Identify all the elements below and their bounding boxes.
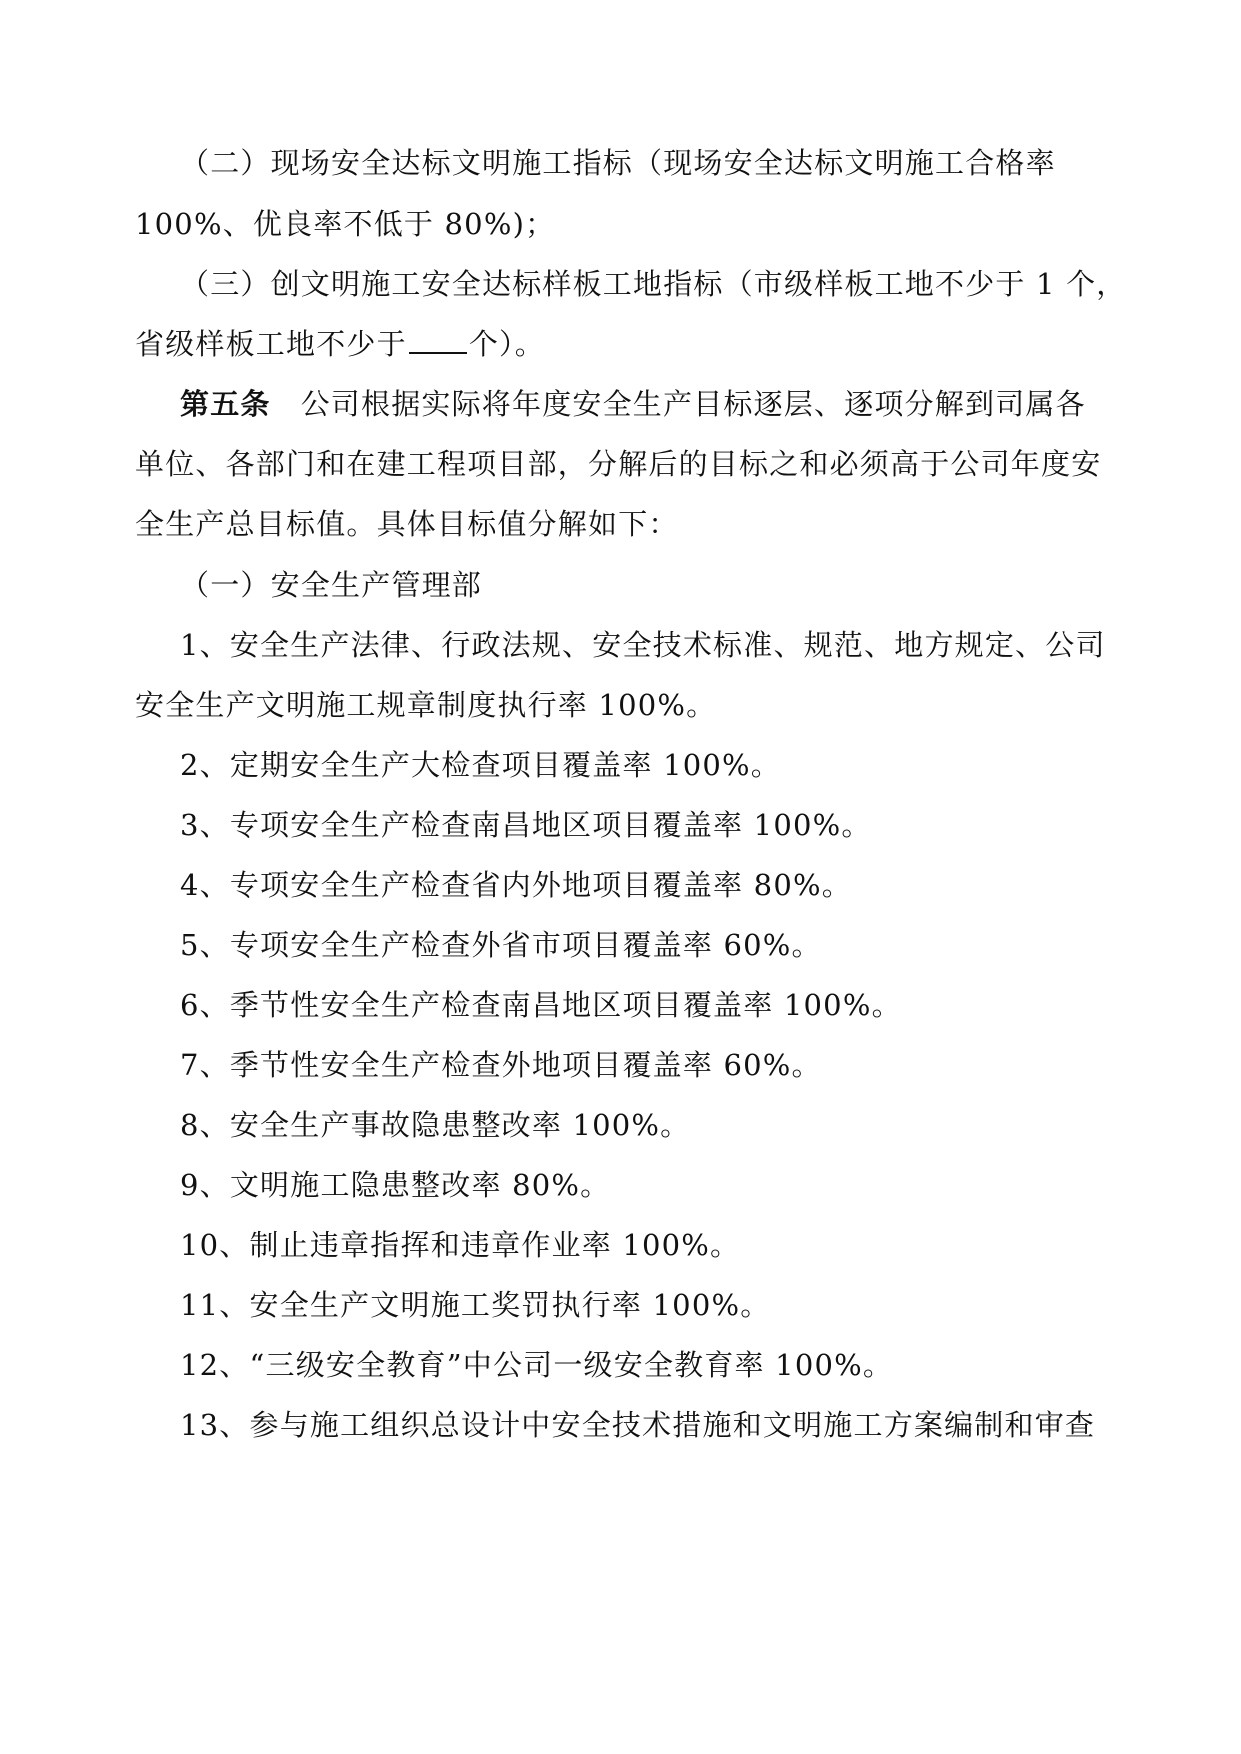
list-item: 12、“三级安全教育”中公司一级安全教育率 100%。 bbox=[180, 1348, 894, 1382]
article-5-text: 公司根据实际将年度安全生产目标逐层、逐项分解到司属各 bbox=[300, 387, 1086, 421]
list-item: 13、参与施工组织总设计中安全技术措施和文明施工方案编制和审查 bbox=[180, 1408, 1096, 1442]
paragraph-item-2-line-1: （二）现场安全达标文明施工指标（现场安全达标文明施工合格率 bbox=[180, 146, 1056, 180]
list-item: 7、季节性安全生产检查外地项目覆盖率 60%。 bbox=[180, 1048, 822, 1082]
fill-in-blank bbox=[409, 324, 467, 354]
item-3-suffix-text: 个）。 bbox=[468, 327, 545, 361]
list-item: 8、安全生产事故隐患整改率 100%。 bbox=[180, 1108, 691, 1142]
list-item: 9、文明施工隐患整改率 80%。 bbox=[180, 1168, 611, 1202]
list-item: 10、制止违章指挥和违章作业率 100%。 bbox=[180, 1228, 741, 1262]
list-item: 4、专项安全生产检查省内外地项目覆盖率 80%。 bbox=[180, 868, 852, 902]
list-item: 6、季节性安全生产检查南昌地区项目覆盖率 100%。 bbox=[180, 988, 902, 1022]
article-5-label: 第五条 bbox=[180, 387, 271, 421]
paragraph-item-2-line-2: 100%、优良率不低于 80%)； bbox=[135, 207, 556, 241]
paragraph-item-3-line-2 bbox=[135, 324, 1241, 364]
section-heading-safety-department: （一）安全生产管理部 bbox=[180, 568, 483, 602]
list-item: 5、专项安全生产检查外省市项目覆盖率 60%。 bbox=[180, 928, 822, 962]
list-item: 2、定期安全生产大检查项目覆盖率 100%。 bbox=[180, 748, 781, 782]
list-item: 1、安全生产法律、行政法规、安全技术标准、规范、地方规定、公司 bbox=[180, 628, 1106, 662]
article-5-line-1 bbox=[180, 384, 1241, 424]
item-3-prefix-text: 省级样板工地不少于 bbox=[135, 327, 407, 361]
list-item: 3、专项安全生产检查南昌地区项目覆盖率 100%。 bbox=[180, 808, 872, 842]
article-5-line-2: 单位、各部门和在建工程项目部，分解后的目标之和必须高于公司年度安 bbox=[135, 447, 1102, 481]
list-item: 安全生产文明施工规章制度执行率 100%。 bbox=[135, 688, 717, 722]
article-5-line-3: 全生产总目标值。具体目标值分解如下： bbox=[135, 507, 679, 541]
list-item: 11、安全生产文明施工奖罚执行率 100%。 bbox=[180, 1288, 771, 1322]
paragraph-item-3-line-1: （三）创文明施工安全达标样板工地指标（市级样板工地不少于 1 个， bbox=[180, 267, 1127, 301]
